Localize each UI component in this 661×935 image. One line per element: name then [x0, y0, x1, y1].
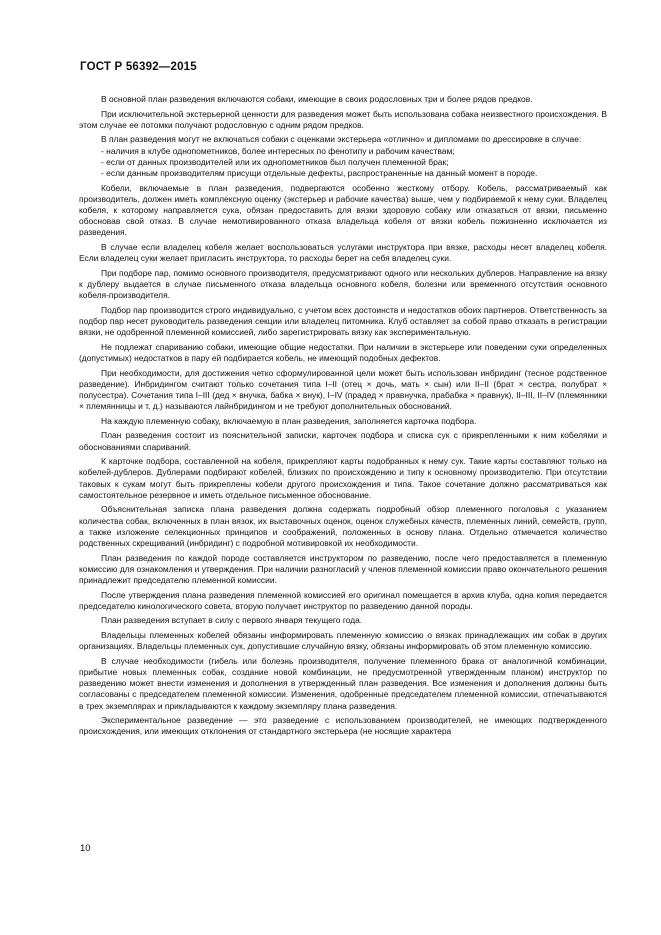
- list-item: - если от данных производителей или их однопометников был получен племенной брак;: [101, 156, 449, 167]
- paragraph: В план разведения могут не включаться собаки с оценками экстерьера «отлично» и дипломами по дрессировке в случае:: [101, 134, 582, 145]
- paragraph: В случае если владелец кобеля желает воспользоваться услугами инструктора при вязке, расходы несет владелец кобеля. Если владелец суки желает пригласить инструктора, то расходы берет на себя владелец суки.: [79, 242, 607, 264]
- paragraph: Подбор пар производится строго индивидуально, с учетом всех достоинств и недостатков обоих партнеров. Ответственность за подбор пар несет руководитель разведения секции или владелец питомника. Клуб оставляет за собой право отказать в регистрации вязки, не одобренной племенной комиссией, либо зарегистрировать вязку как экспериментальную.: [79, 304, 607, 338]
- paragraph: При подборе пар, помимо основного производителя, предусматривают одного или нескольких дублеров. Направление на вязку к дублеру выдается в случае письменного отказа владельца основного кобеля, болезни или временного отсутствия основного кобеля-производителя.: [79, 267, 607, 301]
- paragraph: При исключительной экстерьерной ценности для разведения может быть использована собака неизвестного происхождения. В этом случае ее потомки получают родословную с одним рядом предков.: [79, 108, 607, 130]
- paragraph: На каждую племенную собаку, включаемую в план разведения, заполняется карточка подбора.: [101, 415, 477, 426]
- paragraph: В основной план разведения включаются собаки, имеющие в своих родословных три и более рядов предков.: [101, 94, 533, 104]
- list-item: - наличия в клубе однопометников, более интересных по фенотипу и рабочим качествам;: [101, 145, 455, 156]
- paragraph: В случае необходимости (гибель или болезнь производителя, получение племенного брака от аналогичной комбинации, прибытие новых племенных собак, создание новой комбинации, не предусмотренной утвержденным планом) инструктор по разведению может внести изменения и дополнения в утвержденный план разведения. Все изменения и дополнения должны быть согласованы с председателем племенной комиссии. Изменения, одобренные председателем племенной комиссии, отпечатываются в трех экземплярах и прикладываются к каждому экземпляру плана разведения.: [79, 655, 607, 711]
- paragraph: После утверждения плана разведения племенной комиссией его оригинал помещается в архив клуба, одна копия передается председателю кинологического совета, вторую получает инструктор по разведению данной породы.: [79, 589, 607, 611]
- paragraph: К карточке подбора, составленной на кобеля, прикрепляют карты подобранных к нему сук. Такие карты составляют только на кобелей-дублеров. Дублерами подбирают кобелей, близких по происхождению и типу к основному производителю. При отсутствии таковых к сукам могут быть прикреплены кобели другого происхождения и типа. Такое сочетание должно рассматриваться как самостоятельное резервное и иметь отдельное письменное обоснование.: [79, 456, 607, 500]
- paragraph: Владельцы племенных кобелей обязаны информировать племенную комиссию о вязках принадлежащих им собак в других организациях. Владельцы племенных сук, допустившие случайную вязку, обязаны информировать об этом племенную комиссию.: [79, 629, 607, 652]
- document-body: [79, 94, 607, 741]
- paragraph: План разведения вступает в силу с первого января текущего года.: [101, 615, 363, 626]
- list-item: - если данным производителям присущи отдельные дефекты, распространенные на данный момент в породе.: [101, 168, 538, 178]
- page-number: 10: [80, 843, 91, 854]
- paragraph: Кобели, включаемые в план разведения, подвергаются особенно жесткому отбору. Кобель, рассматриваемый как производитель, должен иметь комплексную оценку (экстерьер и рабочие качества) выше, чем у подбираемой к нему суки. Владелец кобеля, к которому направляется сука, обязан предоставить для вязки здоровую собаку или отказаться от вязки, письменно обосновав свой отказ. В случае немотивированного отказа владельца кобеля от вязки кобель пожизненно исключается из разведения.: [79, 182, 607, 238]
- paragraph: Объяснительная записка плана разведения должна содержать подробный обзор племенного поголовья с указанием количества собак, включенных в план вязок, их выставочных оценок, оценок служебных качеств, племенных линий, семейств, групп, а также изложение селекционных принципов и соображений, положенных в основу плана. Отдельно отмечается количество родственных скрещиваний (инбридинг) с подробной мотивировкой их необходимости.: [79, 504, 607, 548]
- paragraph: Не подлежат спариванию собаки, имеющие общие недостатки. При наличии в экстерьере или поведении суки определенных (допустимых) недостатков в пару ей подбирается кобель, не имеющий подобных дефектов.: [79, 341, 607, 363]
- paragraph: План разведения состоит из пояснительной записки, карточек подбора и списка сук с прикрепленными к ним кобелями и обоснованиями спариваний.: [79, 430, 607, 452]
- paragraph: Экспериментальное разведение — это разведение с использованием производителей, не имеющих подтвержденного происхождения, или имеющих отклонения от стандартного экстерьера (не носящие характера: [79, 715, 607, 737]
- paragraph: План разведения по каждой породе составляется инструктором по разведению, после чего предоставляется в племенную комиссию для ознакомления и утверждения. При наличии разногласий у членов племенной комиссии право окончательного решения принадлежит председателю племенной комиссии.: [79, 552, 607, 585]
- paragraph: При необходимости, для достижения четко сформулированной цели может быть использован инбридинг (тесное родственное разведение). Инбридингом считают только сочетания типа I–II (отец × дочь, мать × сын) или II–II (брат × сестра, полубрат × полусестра). Сочетания типа I–III (дед × внучка, бабка × внук), I–IV (прадед × правнучка, прабабка × правнук), II–III, II–IV (племянники × племянницы и т. д.) называются лайнбридингом и не требуют дополнительных обоснований.: [79, 367, 607, 412]
- document-header: ГОСТ Р 56392—2015: [80, 61, 197, 73]
